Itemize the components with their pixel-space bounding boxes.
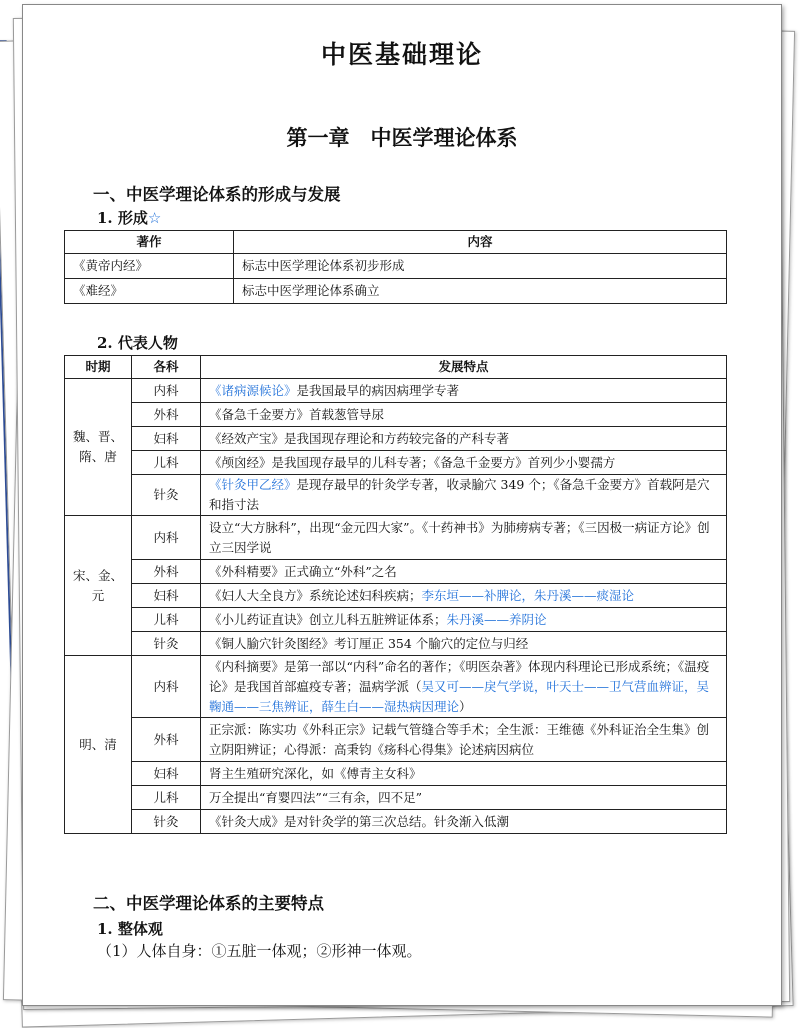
table-row bbox=[65, 475, 727, 516]
cell-department: 儿科 bbox=[132, 608, 201, 632]
subheading-holism: 1. 整体观 bbox=[97, 920, 163, 938]
cell-work: 《难经》 bbox=[65, 279, 234, 304]
highlighted-text: 朱丹溪——养阴论 bbox=[446, 611, 547, 627]
cell-department: 针灸 bbox=[132, 810, 201, 834]
cell-department: 内科 bbox=[132, 516, 201, 560]
table-row bbox=[65, 403, 727, 427]
cell-features bbox=[201, 632, 727, 656]
feature-text: 《小儿药证直诀》创立儿科五脏辨证体系； bbox=[209, 611, 447, 627]
header-features: 发展特点 bbox=[201, 356, 727, 379]
table-row bbox=[65, 656, 727, 718]
feature-text: 正宗派：陈实功《外科正宗》记载气管缝合等手术；全生派：王维德《外科证治全生集》创立阴阳辨证；心得派：高秉钧《疡科心得集》论述病因病位 bbox=[209, 721, 710, 757]
cell-content: 标志中医学理论体系初步形成 bbox=[234, 254, 727, 279]
feature-text: 《颅囟经》是我国现存最早的儿科专著；《备急千金要方》首列少小婴孺方 bbox=[209, 454, 616, 470]
cell-department: 妇科 bbox=[132, 427, 201, 451]
cell-department: 外科 bbox=[132, 718, 201, 762]
section-heading-1: 一、中医学理论体系的形成与发展 bbox=[93, 185, 341, 204]
cell-features bbox=[201, 451, 727, 475]
feature-text: ） bbox=[459, 698, 472, 714]
feature-text: 《经效产宝》是我国现存理论和方药较完备的产科专著 bbox=[209, 430, 510, 446]
table-row bbox=[65, 632, 727, 656]
cell-work: 《黄帝内经》 bbox=[65, 254, 234, 279]
cell-period: 魏、晋、 隋、唐 bbox=[65, 379, 132, 516]
table-row bbox=[65, 560, 727, 584]
cell-features bbox=[201, 584, 727, 608]
table-header-row bbox=[65, 231, 727, 254]
document-title: 中医基础理论 bbox=[320, 40, 483, 69]
cell-period: 明、清 bbox=[65, 656, 132, 834]
feature-text: 是我国最早的病因病理学专著 bbox=[296, 382, 460, 398]
table-row bbox=[65, 584, 727, 608]
document-page bbox=[22, 4, 782, 1006]
cell-features bbox=[201, 516, 727, 560]
cell-department: 针灸 bbox=[132, 475, 201, 516]
cell-period: 宋、金、元 bbox=[65, 516, 132, 656]
header-period: 时期 bbox=[65, 356, 132, 379]
cell-department: 妇科 bbox=[132, 762, 201, 786]
table-row bbox=[65, 762, 727, 786]
body-text-line: （1）人体自身：①五脏一体观；②形神一体观。 bbox=[97, 942, 422, 960]
table-row bbox=[65, 718, 727, 762]
subheading-formation-label: 1. 形成 bbox=[97, 209, 148, 227]
table-row bbox=[65, 379, 727, 403]
feature-text: 《外科精要》正式确立“外科”之名 bbox=[209, 563, 397, 579]
header-department: 各科 bbox=[132, 356, 201, 379]
highlighted-text: 《针灸甲乙经》 bbox=[209, 477, 297, 492]
cell-features bbox=[201, 786, 727, 810]
cell-department: 儿科 bbox=[132, 451, 201, 475]
works-table bbox=[64, 230, 727, 304]
table-row bbox=[65, 810, 727, 834]
feature-text: 《妇人大全良方》系统论述妇科疾病； bbox=[209, 587, 422, 603]
feature-text: 《内科摘要》是第一部以“内科”命名的著作；《明医杂著》体现内科理论已形成系统；《温疫论》是我国首部瘟疫专著；温病学派（ bbox=[209, 658, 710, 694]
feature-text: 是现存最早的针灸学专著，收录腧穴 349 个；《备急千金要方》首载阿是穴和指寸法 bbox=[209, 477, 710, 512]
cell-content: 标志中医学理论体系确立 bbox=[234, 279, 727, 304]
table-row bbox=[65, 427, 727, 451]
cell-department: 外科 bbox=[132, 403, 201, 427]
highlighted-text: 《诸病源候论》 bbox=[209, 382, 297, 398]
table-row bbox=[65, 516, 727, 560]
header-content: 内容 bbox=[234, 231, 727, 254]
subheading-formation bbox=[97, 207, 161, 228]
section-heading-2: 二、中医学理论体系的主要特点 bbox=[93, 894, 324, 913]
highlighted-text: 吴又可——戾气学说，叶天士——卫气营血辨证，吴鞠通——三焦辨证，薛生白——湿热病因理论 bbox=[209, 678, 710, 714]
cell-department: 针灸 bbox=[132, 632, 201, 656]
table-row bbox=[65, 279, 727, 304]
cell-department: 儿科 bbox=[132, 786, 201, 810]
star-icon: ☆ bbox=[147, 209, 162, 227]
table-row bbox=[65, 254, 727, 279]
cell-features bbox=[201, 379, 727, 403]
cell-features bbox=[201, 810, 727, 834]
table-row bbox=[65, 786, 727, 810]
feature-text: 设立“大方脉科”，出现“金元四大家”。《十药神书》为肺痨病专著；《三因极一病证方论》创立三因学说 bbox=[209, 519, 710, 555]
feature-text: 《铜人腧穴针灸图经》考订厘正 354 个腧穴的定位与归经 bbox=[209, 635, 529, 651]
cell-features bbox=[201, 475, 727, 516]
cell-department: 外科 bbox=[132, 560, 201, 584]
feature-text: 肾主生殖研究深化，如《傅青主女科》 bbox=[209, 765, 422, 781]
header-work: 著作 bbox=[65, 231, 234, 254]
feature-text: 万全提出“育婴四法”“三有余，四不足” bbox=[209, 789, 423, 805]
representatives-table bbox=[64, 355, 727, 834]
chapter-title: 第一章 中医学理论体系 bbox=[286, 126, 518, 150]
cell-department: 内科 bbox=[132, 656, 201, 718]
cell-department: 内科 bbox=[132, 379, 201, 403]
cell-features bbox=[201, 608, 727, 632]
cell-features bbox=[201, 656, 727, 718]
cell-features bbox=[201, 560, 727, 584]
feature-text: 《针灸大成》是对针灸学的第三次总结。针灸渐入低潮 bbox=[209, 813, 510, 829]
table-row bbox=[65, 608, 727, 632]
highlighted-text: 李东垣——补脾论，朱丹溪——痰湿论 bbox=[421, 587, 635, 603]
cell-department: 妇科 bbox=[132, 584, 201, 608]
cell-features bbox=[201, 403, 727, 427]
cell-features bbox=[201, 718, 727, 762]
cell-features bbox=[201, 762, 727, 786]
feature-text: 《备急千金要方》首载葱管导尿 bbox=[209, 406, 385, 422]
subheading-representatives: 2. 代表人物 bbox=[97, 334, 178, 352]
cell-features bbox=[201, 427, 727, 451]
table-header-row bbox=[65, 356, 727, 379]
table-row bbox=[65, 451, 727, 475]
